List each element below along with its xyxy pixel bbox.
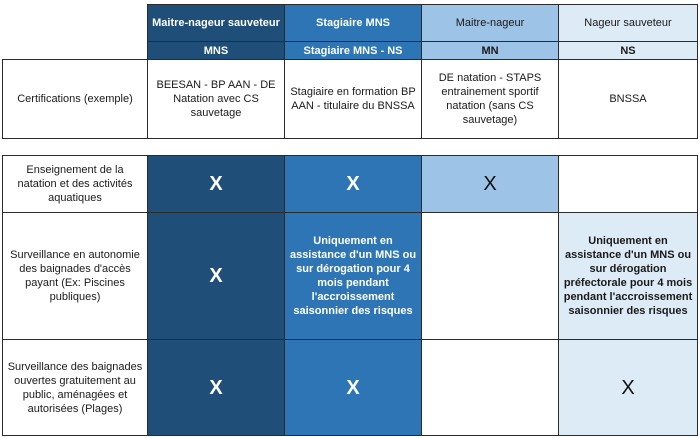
row-label-surveillance-payant: Surveillance en autonomie des baignades d'accès payant (Ex: Piscines publiques): [2, 212, 148, 340]
cell-enseignement-mns: X: [147, 155, 285, 213]
header-mn-title: Maitre-nageur: [421, 4, 559, 42]
certification-mn: DE natation - STAPS entrainement sportif natation (sans CS sauvetage): [421, 59, 559, 139]
header-mns-abbr: MNS: [147, 41, 285, 60]
cell-surveillance-plages-stagiaire: X: [284, 339, 422, 436]
cell-surveillance-payant-ns: Uniquement en assistance d'un MNS ou sur dérogation préfectorale pour 4 mois pendant l'accroissement saisonnier des risques: [558, 212, 698, 340]
cell-surveillance-payant-stagiaire: Uniquement en assistance d'un MNS ou sur dérogation pour 4 mois pendant l'accroissement saisonnier des risques: [284, 212, 422, 340]
cell-surveillance-payant-mn: [421, 212, 559, 340]
certification-ns: BNSSA: [558, 59, 698, 139]
cell-surveillance-payant-mns: X: [147, 212, 285, 340]
certification-mns: BEESAN - BP AAN - DE Natation avec CS sauvetage: [147, 59, 285, 139]
row-label-enseignement: Enseignement de la natation et des activités aquatiques: [2, 155, 148, 213]
header-ns-abbr: NS: [558, 41, 698, 60]
header-mns-title: Maitre-nageur sauveteur: [147, 4, 285, 42]
header-stagiaire-abbr: Stagiaire MNS - NS: [284, 41, 422, 60]
certifications-label: Certifications (exemple): [2, 59, 148, 139]
cell-enseignement-stagiaire: X: [284, 155, 422, 213]
header-ns-title: Nageur sauveteur: [558, 4, 698, 42]
cell-enseignement-mn: X: [421, 155, 559, 213]
certification-stagiaire: Stagiaire en formation BP AAN - titulaire du BNSSA: [284, 59, 422, 139]
cell-surveillance-plages-mns: X: [147, 339, 285, 436]
cell-surveillance-plages-ns: X: [558, 339, 698, 436]
header-stagiaire-title: Stagiaire MNS: [284, 4, 422, 42]
cell-enseignement-ns: [558, 155, 698, 213]
header-mn-abbr: MN: [421, 41, 559, 60]
row-label-surveillance-plages: Surveillance des baignades ouvertes gratuitement au public, aménagées et autorisées (Plages): [2, 339, 148, 436]
cell-surveillance-plages-mn: [421, 339, 559, 436]
